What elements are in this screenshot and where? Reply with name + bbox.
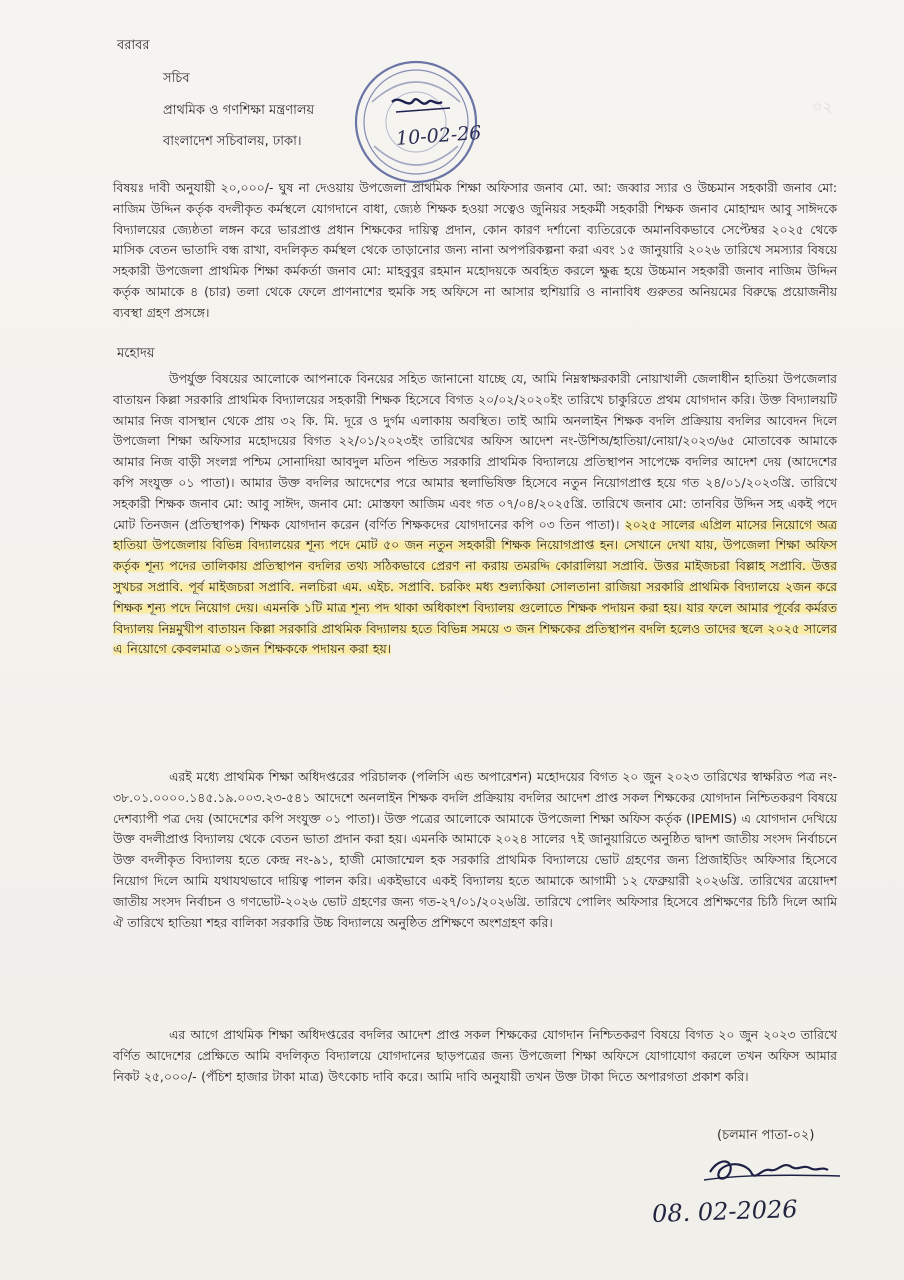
recipient-line-3: প্রাথমিক ও গণশিক্ষা মন্ত্রণালয় — [163, 103, 315, 118]
signature-date-handwritten: 08. 02-2026 — [651, 1194, 799, 1229]
salutation: মহোদয় — [117, 346, 155, 361]
recipient-line-2: সচিব — [163, 71, 190, 86]
body-paragraph-2: এরই মধ্যে প্রাথমিক শিক্ষা অধিদপ্তরের পরিচালক (পলিসি এন্ড অপারেশন) মহোদয়ের বিগত ২০ জুন ২০২৩ তারিখের স্বাক্ষরিত পত্র নং- ৩৮.০১.০০০০.১৪৫.১৯.০০৩.২৩-৫৪১ আদেশে অনলাইন শিক্ষক বদলি প্রক্রিয়ায় বদলির আদেশ প্রাপ্ত সকল শিক্ষকের যোগদান নিশ্চিতকরণ বিষয়ে দেশব্যাপী পত্র দেয় (আদেশের কপি সংযুক্ত ০১ পাতা)। উক্ত পত্রের আলোকে আমাকে উপজেলা শিক্ষা অফিস কর্তৃক (IPEMIS) এ যোগদান দেখিয়ে উক্ত বদলীপ্রাপ্ত বিদ্যালয় থেকে বেতন ভাতা প্রদান করা হয়। এমনকি আমাকে ২০২৪ সালের ৭ই জানুয়ারিতে অনুষ্ঠিত দ্বাদশ জাতীয় সংসদ নির্বাচনে উক্ত বদলীকৃত বিদ্যালয় হতে কেন্দ্র নং-৯১, হাজী মোজাম্মেল হক সরকারি প্রাথমিক বিদ্যালয়ে ভোট গ্রহণের জন্য প্রিজাইডিং অফিসার হিসেবে নিয়োগ দিলে আমি যথাযথভাবে দায়িত্ব পালন করি। একইভাবে একই বিদ্যালয় হতে আমাকে আগামী ১২ ফেব্রুয়ারী ২০২৬খ্রি. তারিখের ত্রয়োদশ জাতীয় সংসদ নির্বাচন ও গণভোট-২০২৬ ভোট গ্রহণের জন্য গত-২৭/০১/২০২৬খ্রি. তারিখে পোলিং অফিসার হিসেবে প্রশিক্ষণের চিঠি দিলে আমি ঐ তারিখে হাতিয়া শহর বালিকা সরকারি উচ্চ বিদ্যালয়ে অনুষ্ঠিত প্রশিক্ষণে অংশগ্রহণ করি। — [113, 769, 837, 930]
bleed-through-mark: ০২ — [812, 97, 833, 116]
body-paragraph-1 — [113, 369, 837, 660]
body-paragraph-3: এর আগে প্রাথমিক শিক্ষা অধিদপ্তরের বদলির আদেশ প্রাপ্ত সকল শিক্ষকের যোগদান নিশ্চিতকরণ বিষয়ে বিগত ২০ জুন ২০২৩ তারিখে বর্ণিত আদেশের প্রেক্ষিতে আমি বদলিকৃত বিদ্যালয়ে যোগদানের ছাড়পত্রের জন্য উপজেলা শিক্ষা অফিসে যোগাযোগ করলে তখন অফিস আমার নিকট ২৫,০০০/- (পঁচিশ হাজার টাকা মাত্র) উৎকোচ দাবি করে। আমি দাবি অনুযায়ী তখন উক্ত টাকা দিতে অপারগতা প্রকাশ করি। — [113, 1027, 837, 1084]
received-date-handwritten: 10-02-26 — [395, 121, 483, 150]
highlighted-passage: ২০২৫ সালের এপ্রিল মাসের নিয়োগে অত্র হাতিয়া উপজেলায় বিভিন্ন বিদ্যালয়ের শূন্য পদে মোট ৫০ জন নতুন সহকারী শিক্ষক নিয়োগপ্রাপ্ত হন। সেখানে দেখা যায়, উপজেলা শিক্ষা অফিস কর্তৃক শূন্য পদের তালিকায় প্রতিস্থাপন বদলির তথ্য সঠিকভাবে প্রেরণ না করায় তমরদ্দি কোরালিয়া সপ্রাবি. উত্তর মাইজচরা বিল্লাহ সপ্রাবি. উত্তর সুখচর সপ্রাবি. পূর্ব মাইজচরা সপ্রাবি. নলচিরা এম. এইচ. সপ্রাবি. চরকিং মধ্য শুল্যকিয়া সোলতানা রাজিয়া সরকারি প্রাথমিক বিদ্যালয়ে ২জন করে শিক্ষক শূন্য পদে নিয়োগ দেয়। এমনকি ১টি মাত্র শূন্য পদ থাকা অধিকাংশ বিদ্যালয় গুলোতে শিক্ষক পদায়ন করা হয়। যার ফলে আমার পূর্বের কর্মরত বিদ্যালয় নিম্নমুখীপ বাতায়ন কিল্লা সরকারি প্রাথমিক বিদ্যালয় হতে বিভিন্ন সময়ে ৩ জন শিক্ষকের প্রতিস্থাপন বদলি হলেও তাদের স্থলে ২০২৫ সালের এ নিয়োগে কেবলমাত্র ০১জন শিক্ষককে পদায়ন করা হয়। — [113, 516, 837, 657]
recipient-line-4: বাংলাদেশ সচিবালয়, ঢাকা। — [163, 134, 302, 149]
subject-paragraph: বিষয়ঃ দাবী অনুযায়ী ২০,০০০/- ঘুষ না দেওয়ায় উপজেলা প্রাথমিক শিক্ষা অফিসার জনাব মো. আ: জব্বার স্যার ও উচ্চমান সহকারী জনাব মো: নাজিম উদ্দিন কর্তৃক বদলীকৃত কর্মস্থলে যোগদানে বাধা, জ্যেষ্ঠ শিক্ষক হওয়া সত্বেও জুনিয়র সহকর্মী সহকারী শিক্ষক জনাব মোহাম্মদ আবু সাঈদকে বিদ্যালয়ের জ্যেষ্ঠতা লঙ্গন করে ভারপ্রাপ্ত প্রধান শিক্ষকের দায়িত্ব প্রদান, কোন কারণ দর্শানো ব্যতিরেকে অমানবিকভাবে সেপ্টেম্বর ২০২৫ থেকে মাসিক বেতন ভাতাদি বন্ধ রাখা, বদলিকৃত কর্মস্থল থেকে তাড়ানোর জন্য নানা অপপরিকল্পনা করা এবং ১৫ জানুয়ারি ২০২৬ তারিখে সমস্যার বিষয়ে সহকারী উপজেলা প্রাথমিক শিক্ষা কর্মকর্তা জনাব মো: মাহবুবুর রহমান মহোদয়কে অবহিত করলে ক্ষুব্ধ হয়ে উচ্চমান সহকারী জনাব নাজিম উদ্দিন কর্তৃক আমাকে ৪ (চার) তলা থেকে ফেলে প্রাণনাশের হুমকি সহ অফিসে না আসার হুশিয়ারি ও নানাবিধ গুরুতর অনিয়মের বিরুদ্ধে প্রয়োজনীয় ব্যবস্থা গ্রহণ প্রসঙ্গে। — [113, 180, 837, 320]
paragraph-1-text: উপর্যুক্ত বিষয়ের আলোকে আপনাকে বিনয়ের সহিত জানানো যাচ্ছে যে, আমি নিম্নস্বাক্ষরকারী নোয়াখালী জেলাধীন হাতিয়া উপজেলার বাতায়ন কিল্লা সরকারি প্রাথমিক বিদ্যালয়ের সহকারী শিক্ষক হিসেবে বিগত ২০/০২/২০২০ইং তারিখে চাকুরিতে প্রথম যোগদান করি। উক্ত বিদ্যালয়টি আমার নিজ বাসস্থান থেকে প্রায় ৩২ কি. মি. দূরে ও দুর্গম এলাকায় অবস্থিত। তাই আমি অনলাইন শিক্ষক বদলি প্রক্রিয়ায় বদলির আবেদন দিলে উপজেলা শিক্ষা অফিসার মহোদয়ের বিগত ২২/০১/২০২৩ইং তারিখের অফিস আদেশ নং-উশিঅ/হাতিয়া/নোয়া/২০২৩/৬৫ মোতাবেক আমাকে আমার নিজ বাড়ী সংলগ্ন পশ্চিম সোনাদিয়া আবদুল মতিন পন্ডিত সরকারি প্রাথমিক বিদ্যালয়ে প্রতিস্থাপন সাপেক্ষে বদলির আদেশ দেয় (আদেশের কপি সংযুক্ত ০১ পাতা)। আমার উক্ত বদলির আদেশের পরে আমার স্থলাভিষিক্ত হিসেবে নতুন নিয়োগপ্রাপ্ত হয়ে গত ২৪/০১/২০২৩খ্রি. তারিখে সহকারী শিক্ষক জনাব মো: আবু সাঈদ, জনাব মো: মোস্তফা আজিম এবং গত ০৭/০৪/২০২৫খ্রি. তারিখে জনাব মো: তানবির উদ্দিন সহ একই পদে মোট তিনজন (প্রতিস্থাপক) শিক্ষক যোগদান করেন (বর্ণিত শিক্ষকদের যোগদানের কপি ০৩ তিন পাতা)। — [113, 371, 837, 532]
recipient-line-1: বরাবর — [117, 38, 150, 53]
page-continuation-note: (চলমান পাতা-০২) — [717, 1128, 815, 1143]
office-received-seal — [352, 58, 480, 186]
